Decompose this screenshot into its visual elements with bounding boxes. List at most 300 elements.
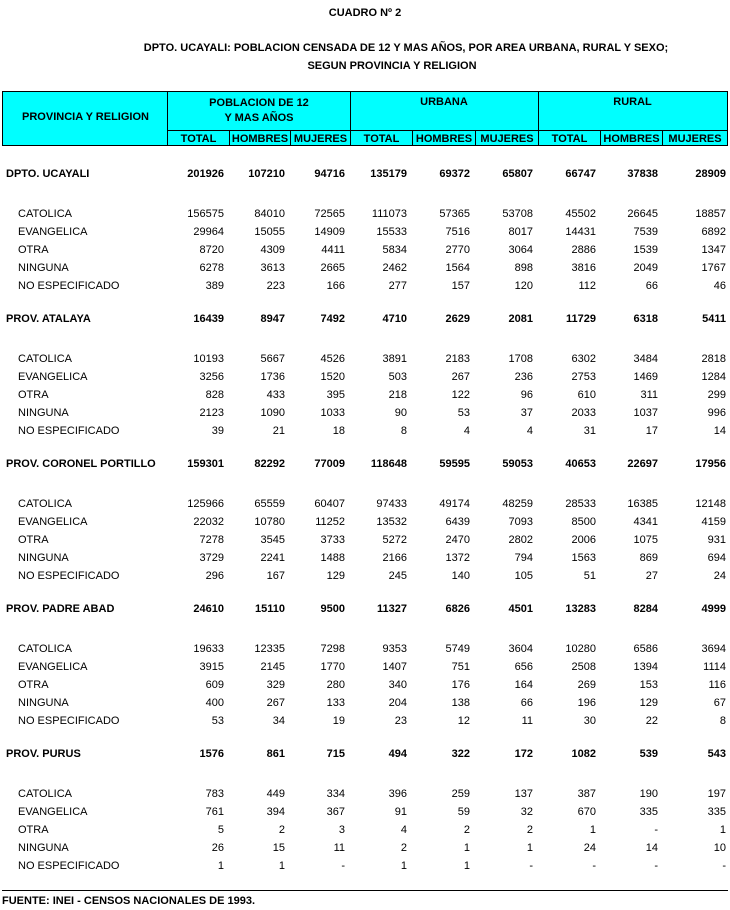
cell-value: 34	[272, 715, 285, 727]
cell-value: 5749	[445, 643, 470, 655]
cell-value: 82292	[254, 458, 285, 470]
subheader-total: TOTAL	[551, 133, 588, 145]
cell-value: 2	[278, 824, 285, 836]
religion-row	[0, 280, 730, 298]
religion-label: NINGUNA	[18, 697, 69, 709]
cell-value: 4159	[701, 516, 726, 528]
cell-value: 24	[713, 570, 726, 582]
cell-value: 2665	[320, 262, 345, 274]
cell-value: 59053	[502, 458, 533, 470]
cell-value: 45502	[565, 208, 596, 220]
cell-value: 8284	[633, 603, 658, 615]
cell-value: 218	[388, 389, 407, 401]
cell-value: 6302	[571, 353, 596, 365]
religion-label: NO ESPECIFICADO	[18, 280, 120, 292]
source-note: FUENTE: INEI - CENSOS NACIONALES DE 1993.	[2, 895, 256, 907]
cell-value: 196	[577, 697, 596, 709]
cell-value: 394	[266, 806, 285, 818]
province-label: PROV. PURUS	[6, 748, 81, 760]
cell-value: 8017	[508, 226, 533, 238]
religion-row	[0, 389, 730, 407]
cell-value: 19	[332, 715, 345, 727]
cell-value: 3256	[199, 371, 224, 383]
table-title-line-1: DPTO. UCAYALI: POBLACION CENSADA DE 12 Y MAS AÑOS, POR AREA URBANA, RURAL Y SEXO;	[143, 42, 669, 54]
cell-value: 172	[514, 748, 533, 760]
religion-label: EVANGELICA	[18, 226, 88, 238]
cell-value: 153	[639, 679, 658, 691]
cell-value: 1114	[703, 661, 726, 673]
subheader-mujeres: MUJERES	[480, 133, 534, 145]
cell-value: 67	[713, 697, 726, 709]
cell-value: 118648	[370, 458, 407, 470]
cell-value: 11327	[377, 603, 407, 615]
religion-row	[0, 425, 730, 443]
cell-value: 10280	[565, 643, 596, 655]
cell-value: 21	[272, 425, 285, 437]
cell-value: 22032	[193, 516, 224, 528]
cell-value: 1563	[571, 552, 596, 564]
cell-value: 3	[338, 824, 345, 836]
cell-value: 236	[514, 371, 533, 383]
cell-value: 14431	[565, 226, 596, 238]
header-provincia-religion: PROVINCIA Y RELIGION	[22, 111, 149, 123]
province-label: PROV. CORONEL PORTILLO	[6, 458, 156, 470]
religion-label: NINGUNA	[18, 552, 69, 564]
cell-value: 4501	[508, 603, 533, 615]
cell-value: 156575	[187, 208, 224, 220]
subheader-hombres: HOMBRES	[415, 133, 473, 145]
cell-value: 5667	[260, 353, 285, 365]
cell-value: 2802	[508, 534, 533, 546]
cell-value: 1090	[260, 407, 285, 419]
cell-value: 1	[463, 860, 470, 872]
cell-value: 245	[388, 570, 407, 582]
cell-value: 1033	[320, 407, 345, 419]
cell-value: 1564	[445, 262, 470, 274]
cell-value: 14	[713, 425, 726, 437]
cell-value: 449	[266, 788, 285, 800]
cell-value: 57365	[439, 208, 470, 220]
cell-value: 494	[388, 748, 407, 760]
religion-label: EVANGELICA	[18, 806, 88, 818]
cell-value: 159301	[187, 458, 224, 470]
religion-row	[0, 208, 730, 226]
cell-value: 4309	[260, 244, 285, 256]
cell-value: 15110	[255, 603, 285, 615]
cell-value: 996	[707, 407, 726, 419]
cell-value: 10	[713, 842, 726, 854]
cell-value: 694	[707, 552, 726, 564]
header-group-rural: RURAL	[613, 96, 652, 108]
cell-value: 69372	[439, 168, 470, 180]
cell-value: 794	[514, 552, 533, 564]
cell-value: 1	[400, 860, 407, 872]
cell-value: 3729	[199, 552, 224, 564]
cell-value: 2123	[199, 407, 224, 419]
cell-value: 267	[266, 697, 285, 709]
cell-value: 27	[645, 570, 658, 582]
cell-value: 2166	[382, 552, 407, 564]
cell-value: 4411	[321, 244, 345, 256]
province-row	[0, 168, 730, 186]
religion-label: NINGUNA	[18, 262, 69, 274]
cell-value: 11	[521, 715, 533, 727]
religion-label: OTRA	[18, 679, 49, 691]
religion-row	[0, 570, 730, 588]
cell-value: 3545	[260, 534, 285, 546]
religion-label: OTRA	[18, 389, 49, 401]
cell-value: 2462	[382, 262, 407, 274]
cell-value: 869	[639, 552, 658, 564]
cell-value: 28533	[565, 498, 596, 510]
religion-row	[0, 371, 730, 389]
subheader-total: TOTAL	[363, 133, 400, 145]
cell-value: 395	[326, 389, 345, 401]
cell-value: 1407	[382, 661, 407, 673]
cell-value: 2033	[571, 407, 596, 419]
cell-value: 4999	[701, 603, 726, 615]
cell-value: 167	[266, 570, 285, 582]
cell-value: 9353	[382, 643, 407, 655]
subheader-hombres: HOMBRES	[603, 133, 660, 145]
cell-value: 7298	[320, 643, 345, 655]
cell-value: 37838	[627, 168, 658, 180]
cell-value: 656	[514, 661, 533, 673]
cell-value: 5834	[382, 244, 407, 256]
cell-value: 2	[400, 842, 407, 854]
religion-label: EVANGELICA	[18, 371, 88, 383]
cell-value: 259	[451, 788, 470, 800]
cell-value: 3694	[701, 643, 726, 655]
cell-value: 122	[451, 389, 470, 401]
cell-value: 8500	[571, 516, 596, 528]
cell-value: 335	[639, 806, 658, 818]
cell-value: 28909	[695, 168, 726, 180]
cell-value: 5272	[382, 534, 407, 546]
cell-value: 334	[326, 788, 345, 800]
cell-value: -	[592, 860, 596, 872]
province-label: PROV. ATALAYA	[6, 313, 91, 325]
cell-value: 2629	[445, 313, 470, 325]
cell-value: 49174	[439, 498, 470, 510]
cell-value: 39	[211, 425, 224, 437]
cell-value: 322	[451, 748, 470, 760]
cell-value: 90	[394, 407, 407, 419]
cell-value: 1075	[633, 534, 658, 546]
cell-value: 3484	[633, 353, 658, 365]
cell-value: 31	[583, 425, 596, 437]
cell-value: 7093	[508, 516, 533, 528]
religion-label: NO ESPECIFICADO	[18, 860, 120, 872]
cell-value: 11252	[315, 516, 345, 528]
religion-row	[0, 226, 730, 244]
cell-value: 6826	[445, 603, 470, 615]
cell-value: 296	[205, 570, 224, 582]
cell-value: 1394	[633, 661, 658, 673]
cell-value: 2006	[571, 534, 596, 546]
cell-value: 107210	[248, 168, 285, 180]
cell-value: 2753	[571, 371, 596, 383]
cell-value: 609	[205, 679, 224, 691]
province-row	[0, 313, 730, 331]
cell-value: 6892	[701, 226, 726, 238]
cell-value: 2241	[260, 552, 285, 564]
cell-value: 223	[266, 280, 285, 292]
cell-value: 53708	[502, 208, 533, 220]
header-group-urbana: URBANA	[420, 96, 468, 108]
cell-value: 5411	[702, 313, 726, 325]
cell-value: 1082	[571, 748, 596, 760]
cell-value: 13283	[565, 603, 596, 615]
cell-value: 9500	[320, 603, 345, 615]
religion-label: CATOLICA	[18, 643, 72, 655]
religion-label: EVANGELICA	[18, 516, 88, 528]
cell-value: 94716	[314, 168, 345, 180]
cell-value: 201926	[187, 168, 224, 180]
table-title-line-2: SEGUN PROVINCIA Y RELIGION	[307, 60, 477, 72]
header-group-poblacion	[168, 96, 350, 126]
cell-value: 828	[205, 389, 224, 401]
religion-row	[0, 715, 730, 733]
footer-divider	[2, 890, 728, 891]
religion-label: NO ESPECIFICADO	[18, 570, 120, 582]
religion-label: NINGUNA	[18, 407, 69, 419]
cell-value: 3064	[508, 244, 533, 256]
cell-value: -	[341, 860, 345, 872]
cell-value: 267	[451, 371, 470, 383]
cell-value: 8720	[199, 244, 224, 256]
cell-value: 77009	[314, 458, 345, 470]
cell-value: 23	[394, 715, 407, 727]
cell-value: 53	[457, 407, 470, 419]
religion-label: OTRA	[18, 534, 49, 546]
cell-value: 610	[577, 389, 596, 401]
cell-value: 14909	[314, 226, 345, 238]
cell-value: 8	[719, 715, 726, 727]
cell-value: 10193	[193, 353, 224, 365]
cell-value: 335	[707, 806, 726, 818]
cell-value: 66	[520, 697, 533, 709]
cell-value: 4341	[633, 516, 658, 528]
cell-value: 15533	[376, 226, 407, 238]
cell-value: 1520	[320, 371, 345, 383]
cell-value: 2508	[571, 661, 596, 673]
cell-value: 14	[645, 842, 658, 854]
religion-row	[0, 806, 730, 824]
cell-value: 3604	[508, 643, 533, 655]
cell-value: 18857	[695, 208, 726, 220]
cell-value: 340	[388, 679, 407, 691]
cell-value: 22	[645, 715, 658, 727]
cell-value: 396	[388, 788, 407, 800]
cell-value: 1372	[445, 552, 470, 564]
cell-value: 65807	[502, 168, 533, 180]
cell-value: 2818	[701, 353, 726, 365]
cell-value: 715	[326, 748, 345, 760]
header-divider	[167, 130, 350, 131]
cell-value: 7278	[199, 534, 224, 546]
cell-value: 137	[514, 788, 533, 800]
cell-value: 1767	[701, 262, 726, 274]
cell-value: 7516	[445, 226, 470, 238]
cell-value: 24	[583, 842, 596, 854]
cell-value: 7539	[633, 226, 658, 238]
cell-value: 2470	[445, 534, 470, 546]
cell-value: 1284	[701, 371, 726, 383]
religion-row	[0, 262, 730, 280]
cell-value: 37	[520, 407, 533, 419]
cell-value: 898	[514, 262, 533, 274]
cell-value: 26645	[627, 208, 658, 220]
cell-value: 11729	[566, 313, 596, 325]
province-row	[0, 748, 730, 766]
religion-row	[0, 244, 730, 262]
cell-value: 400	[205, 697, 224, 709]
cell-value: 387	[577, 788, 596, 800]
religion-row	[0, 788, 730, 806]
header-group-poblacion-line2: Y MAS AÑOS	[224, 112, 294, 124]
cell-value: 204	[388, 697, 407, 709]
cell-value: 2886	[571, 244, 596, 256]
cell-value: 1539	[633, 244, 658, 256]
header-group-poblacion-line1: POBLACION DE 12	[209, 97, 309, 109]
cell-value: 783	[205, 788, 224, 800]
cell-value: 6439	[445, 516, 470, 528]
cell-value: 503	[388, 371, 407, 383]
cell-value: 311	[640, 389, 658, 401]
cell-value: 176	[451, 679, 470, 691]
cell-value: 164	[514, 679, 533, 691]
cell-value: 6278	[199, 262, 224, 274]
cell-value: 861	[266, 748, 285, 760]
religion-row	[0, 697, 730, 715]
cell-value: 1	[278, 860, 285, 872]
cell-value: 1	[463, 842, 470, 854]
province-label: PROV. PADRE ABAD	[6, 603, 115, 615]
cell-value: 4	[463, 425, 470, 437]
cell-value: 2	[526, 824, 533, 836]
cell-value: 72565	[314, 208, 345, 220]
cell-value: -	[654, 824, 658, 836]
cell-value: 111073	[371, 208, 407, 220]
cell-value: 2049	[633, 262, 658, 274]
cell-value: 18	[332, 425, 345, 437]
cell-value: -	[722, 860, 726, 872]
cell-value: 1037	[633, 407, 658, 419]
religion-row	[0, 407, 730, 425]
cell-value: 26	[211, 842, 224, 854]
cell-value: 1	[719, 824, 726, 836]
cell-value: 4	[526, 425, 533, 437]
province-label: DPTO. UCAYALI	[6, 168, 90, 180]
cell-value: 12335	[254, 643, 285, 655]
cell-value: 12148	[695, 498, 726, 510]
cell-value: 1770	[320, 661, 345, 673]
cell-value: 2183	[445, 353, 470, 365]
religion-row	[0, 498, 730, 516]
cell-value: -	[654, 860, 658, 872]
cell-value: 329	[266, 679, 285, 691]
religion-label: CATOLICA	[18, 788, 72, 800]
subheader-total: TOTAL	[180, 133, 217, 145]
cell-value: 1	[217, 860, 224, 872]
cell-value: 48259	[502, 498, 533, 510]
cell-value: 135179	[370, 168, 407, 180]
religion-row	[0, 824, 730, 842]
cell-value: 1736	[260, 371, 285, 383]
cell-value: 3915	[199, 661, 224, 673]
cell-value: 138	[451, 697, 470, 709]
cell-value: -	[529, 860, 533, 872]
cell-value: 1	[526, 842, 533, 854]
cell-value: 299	[707, 389, 726, 401]
cell-value: 59	[457, 806, 470, 818]
cell-value: 66747	[565, 168, 596, 180]
cell-value: 51	[583, 570, 596, 582]
province-row	[0, 603, 730, 621]
religion-row	[0, 679, 730, 697]
cell-value: 190	[639, 788, 658, 800]
cell-value: 11	[333, 842, 345, 854]
province-row	[0, 458, 730, 476]
religion-row	[0, 353, 730, 371]
cell-value: 120	[514, 280, 533, 292]
cell-value: 539	[639, 748, 658, 760]
cell-value: 29964	[193, 226, 224, 238]
cell-value: 91	[394, 806, 407, 818]
cell-value: 3891	[382, 353, 407, 365]
cell-value: 6586	[633, 643, 658, 655]
cell-value: 17956	[695, 458, 726, 470]
cell-value: 96	[520, 389, 533, 401]
table-header	[2, 91, 728, 146]
cell-value: 1469	[633, 371, 658, 383]
cell-value: 389	[205, 280, 224, 292]
cell-value: 367	[326, 806, 345, 818]
cell-value: 40653	[565, 458, 596, 470]
cell-value: 15055	[254, 226, 285, 238]
religion-row	[0, 552, 730, 570]
cell-value: 670	[577, 806, 596, 818]
cell-value: 59595	[439, 458, 470, 470]
cell-value: 30	[583, 715, 596, 727]
cell-value: 19633	[193, 643, 224, 655]
religion-label: NO ESPECIFICADO	[18, 715, 120, 727]
cell-value: 543	[707, 748, 726, 760]
cell-value: 116	[708, 679, 726, 691]
cell-value: 761	[205, 806, 224, 818]
religion-row	[0, 661, 730, 679]
religion-label: OTRA	[18, 244, 49, 256]
cell-value: 84010	[254, 208, 285, 220]
cell-value: 32	[520, 806, 533, 818]
cell-value: 15	[272, 842, 285, 854]
cell-value: 60407	[314, 498, 345, 510]
subheader-hombres: HOMBRES	[231, 133, 289, 145]
cell-value: 166	[326, 280, 345, 292]
cell-value: 53	[211, 715, 224, 727]
cell-value: 1347	[701, 244, 726, 256]
cell-value: 129	[326, 570, 345, 582]
cell-value: 24610	[193, 603, 224, 615]
cell-value: 129	[639, 697, 658, 709]
cell-value: 751	[451, 661, 470, 673]
cell-value: 4	[400, 824, 407, 836]
cell-value: 1708	[508, 353, 533, 365]
cell-value: 8947	[260, 313, 285, 325]
religion-label: OTRA	[18, 824, 49, 836]
religion-label: NO ESPECIFICADO	[18, 425, 120, 437]
